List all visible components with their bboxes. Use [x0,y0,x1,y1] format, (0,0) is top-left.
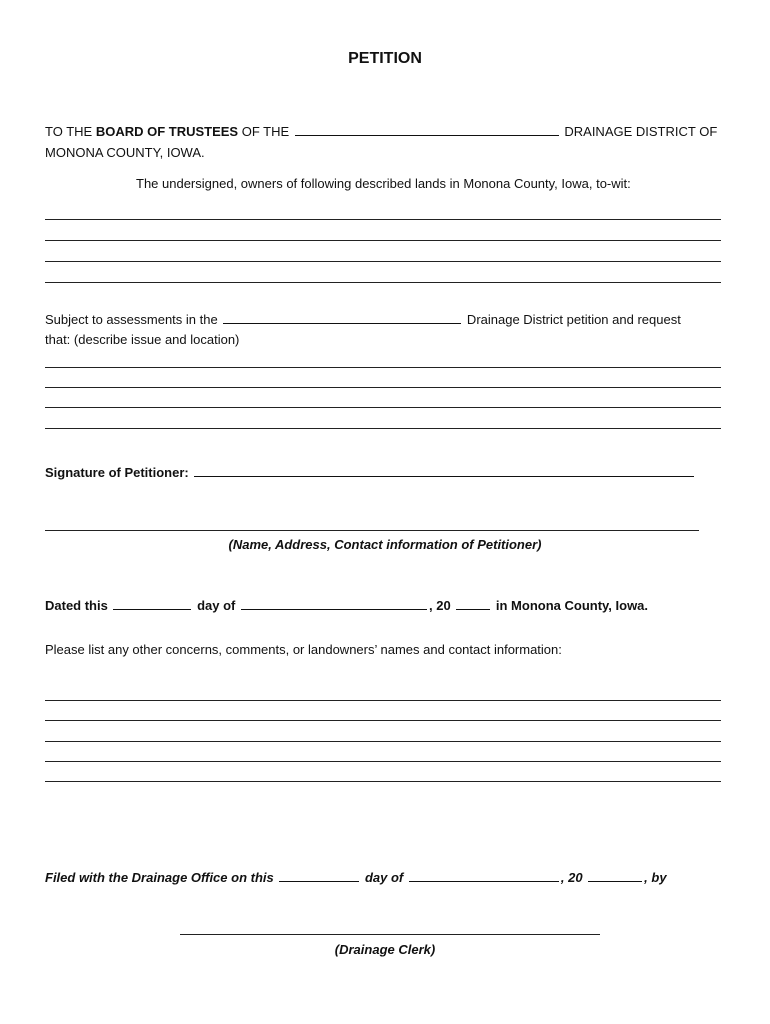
subject-prefix: Subject to assessments in the [45,312,222,327]
board-of-trustees: BOARD OF TRUSTEES [95,124,239,139]
intro-line [45,124,717,139]
signature-line [45,465,696,480]
clerk-signature-line[interactable] [180,934,600,935]
dated-year-field[interactable] [456,598,490,610]
undersigned-text: The undersigned, owners of following described lands in Monona County, Iowa, to-wit: [136,176,631,191]
clerk-caption: (Drainage Clerk) [334,942,436,957]
land-description-line-2[interactable] [45,240,721,241]
intro-suffix: DRAINAGE DISTRICT OF [560,124,718,139]
signature-label: Signature of Petitioner: [45,465,193,480]
intro-prefix: TO THE [45,124,96,139]
land-description-line-1[interactable] [45,219,721,220]
dated-p3: , 20 [428,598,455,613]
issue-line-3[interactable] [45,407,721,408]
dated-p4: in Monona County, Iowa. [492,598,649,613]
intro-line2: MONONA COUNTY, IOWA. [45,145,205,160]
page-title: PETITION [348,50,422,67]
district-name-field[interactable] [295,124,559,136]
concerns-line-4[interactable] [45,761,721,762]
subject-line2: that: (describe issue and location) [45,332,240,347]
dated-p2: day of [193,598,239,613]
intro-mid: OF THE [238,124,293,139]
land-description-line-4[interactable] [45,282,721,283]
subject-suffix: Drainage District petition and request [463,312,681,327]
concerns-text: Please list any other concerns, comments, or landowners’ names and contact information: [45,642,562,657]
filed-year-field[interactable] [588,870,642,882]
filed-p1: Filed with the Drainage Office on this [45,870,278,885]
subject-line [45,312,681,327]
signature-caption: (Name, Address, Contact information of Petitioner) [228,537,542,552]
filed-month-field[interactable] [409,870,559,882]
dated-p1: Dated this [45,598,112,613]
petitioner-info-line[interactable] [45,530,699,531]
issue-line-1[interactable] [45,367,721,368]
subject-district-field[interactable] [223,312,461,324]
issue-line-4[interactable] [45,428,721,429]
dated-day-field[interactable] [113,598,191,610]
filed-p3: , 20 [560,870,587,885]
issue-line-2[interactable] [45,387,721,388]
land-description-line-3[interactable] [45,261,721,262]
filed-p2: day of [361,870,407,885]
concerns-line-1[interactable] [45,700,721,701]
filed-p4: , by [644,870,667,885]
signature-field[interactable] [194,465,694,477]
concerns-line-2[interactable] [45,720,721,721]
dated-month-field[interactable] [241,598,427,610]
concerns-line-5[interactable] [45,781,721,782]
concerns-line-3[interactable] [45,741,721,742]
filed-line [45,870,667,885]
filed-day-field[interactable] [279,870,359,882]
dated-line [45,598,648,613]
